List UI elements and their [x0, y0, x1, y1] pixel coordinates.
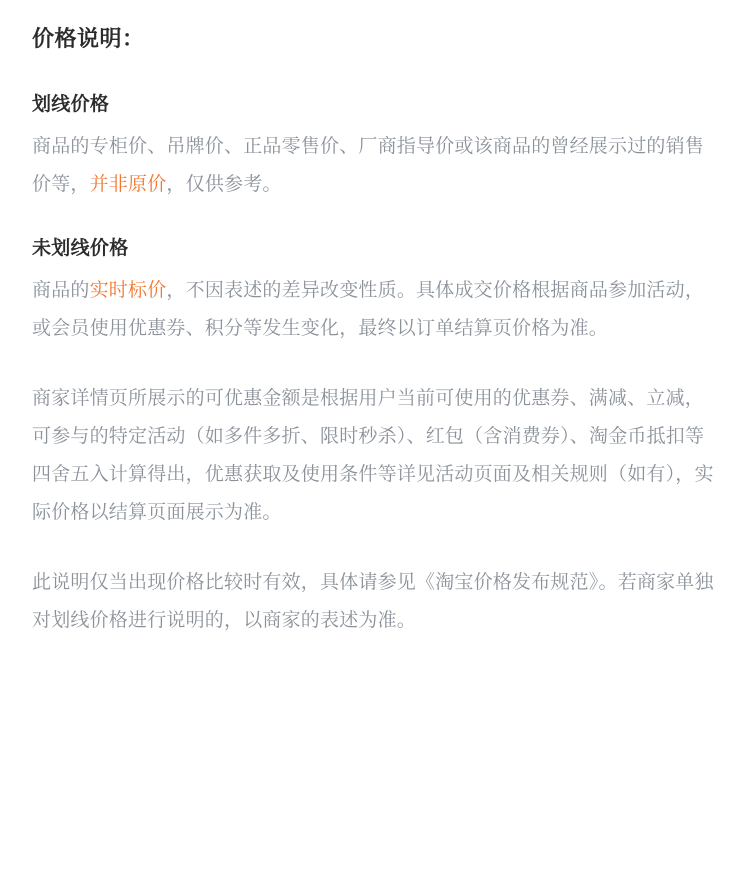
- paragraph: [32, 380, 718, 532]
- text-run: 商品的专柜价、吊牌价、正品零售价、厂商指导价或该商品的曾经展示过的销售价等，: [32, 136, 705, 195]
- highlighted-text-run: 实时标价: [89, 280, 167, 301]
- paragraph: [32, 272, 718, 348]
- section-heading: 未划线价格: [32, 238, 129, 259]
- highlighted-text-run: 并非原价: [89, 174, 167, 195]
- paragraph: [32, 564, 718, 640]
- text-run: 此说明仅当出现价格比较时有效，具体请参见《淘宝价格发布规范》。若商家单独对划线价格进行说明的，以商家的表述为准。: [32, 572, 714, 631]
- page-title: 价格说明：: [32, 26, 145, 51]
- text-run: ，不因表述的差异改变性质。具体成交价格根据商品参加活动，或会员使用优惠券、积分等发生变化，最终以订单结算页价格为准。: [32, 280, 705, 339]
- text-run: 商品的: [32, 280, 90, 301]
- section-heading: 划线价格: [32, 94, 110, 115]
- section-non-strikethrough-price: [32, 234, 718, 640]
- section-strikethrough-price: [32, 90, 718, 204]
- paragraph: [32, 128, 718, 204]
- text-run: ，仅供参考。: [166, 174, 282, 195]
- text-run: 商家详情页所展示的可优惠金额是根据用户当前可使用的优惠券、满减、立减，可参与的特定活动（如多件多折、限时秒杀）、红包（含消费券）、淘金币抵扣等四舍五入计算得出，优惠获取及使用条件等详见活动页面及相关规则（如有），实际价格以结算页面展示为准。: [32, 388, 714, 523]
